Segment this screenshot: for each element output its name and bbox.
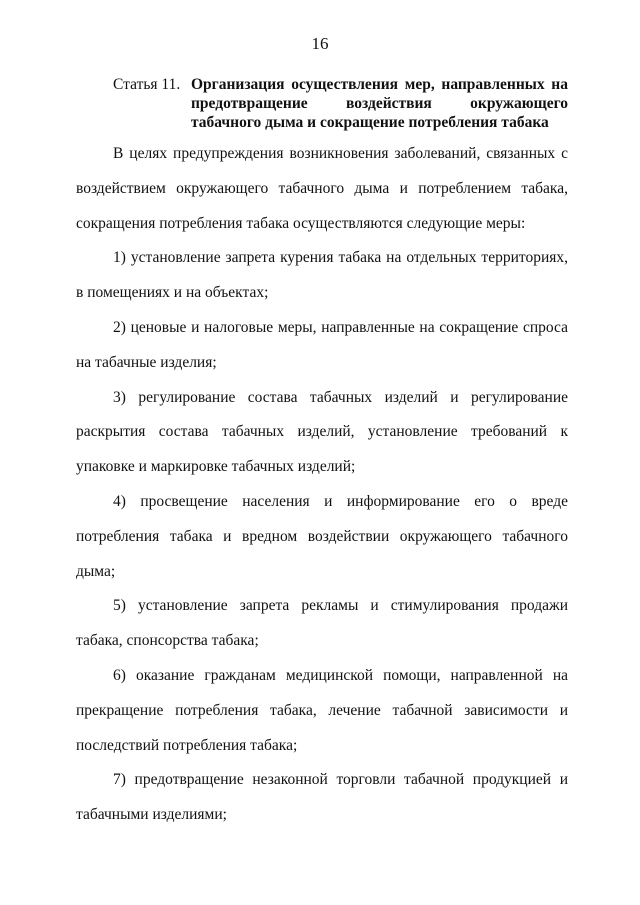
article-label: Статья 11. bbox=[113, 76, 181, 93]
article-title: Организация осуществления мер, направленных на предотвращение воздействия окружающего табачного дыма и сокращение потребления табака bbox=[191, 76, 568, 131]
measure-item-2: 2) ценовые и налоговые меры, направленные на сокращение спроса на табачные изделия; bbox=[76, 318, 568, 371]
measure-item-3: 3) регулирование состава табачных изделий и регулирование раскрытия состава табачных изделий, установление требований к упаковке и маркировке табачных изделий; bbox=[76, 388, 568, 476]
article-body bbox=[76, 137, 568, 833]
measure-item-5: 5) установление запрета рекламы и стимулирования продажи табака, спонсорства табака; bbox=[76, 597, 568, 650]
page-number: 16 bbox=[311, 34, 329, 53]
measure-item-7: 7) предотвращение незаконной торговли табачной продукцией и табачными изделиями; bbox=[76, 771, 568, 824]
measure-item-6: 6) оказание гражданам медицинской помощи, направленной на прекращение потребления табака, лечение табачной зависимости и последствий потребления табака; bbox=[76, 666, 568, 754]
intro-paragraph: В целях предупреждения возникновения заболеваний, связанных с воздействием окружающего табачного дыма и потреблением табака, сокращения потребления табака осуществляются следующие меры: bbox=[76, 145, 568, 232]
measure-item-4: 4) просвещение населения и информирование его о вреде потребления табака и вредном воздействии окружающего табачного дыма; bbox=[76, 492, 568, 580]
measure-item-1: 1) установление запрета курения табака на отдельных территориях, в помещениях и на объектах; bbox=[76, 249, 568, 302]
article-heading bbox=[113, 75, 568, 132]
